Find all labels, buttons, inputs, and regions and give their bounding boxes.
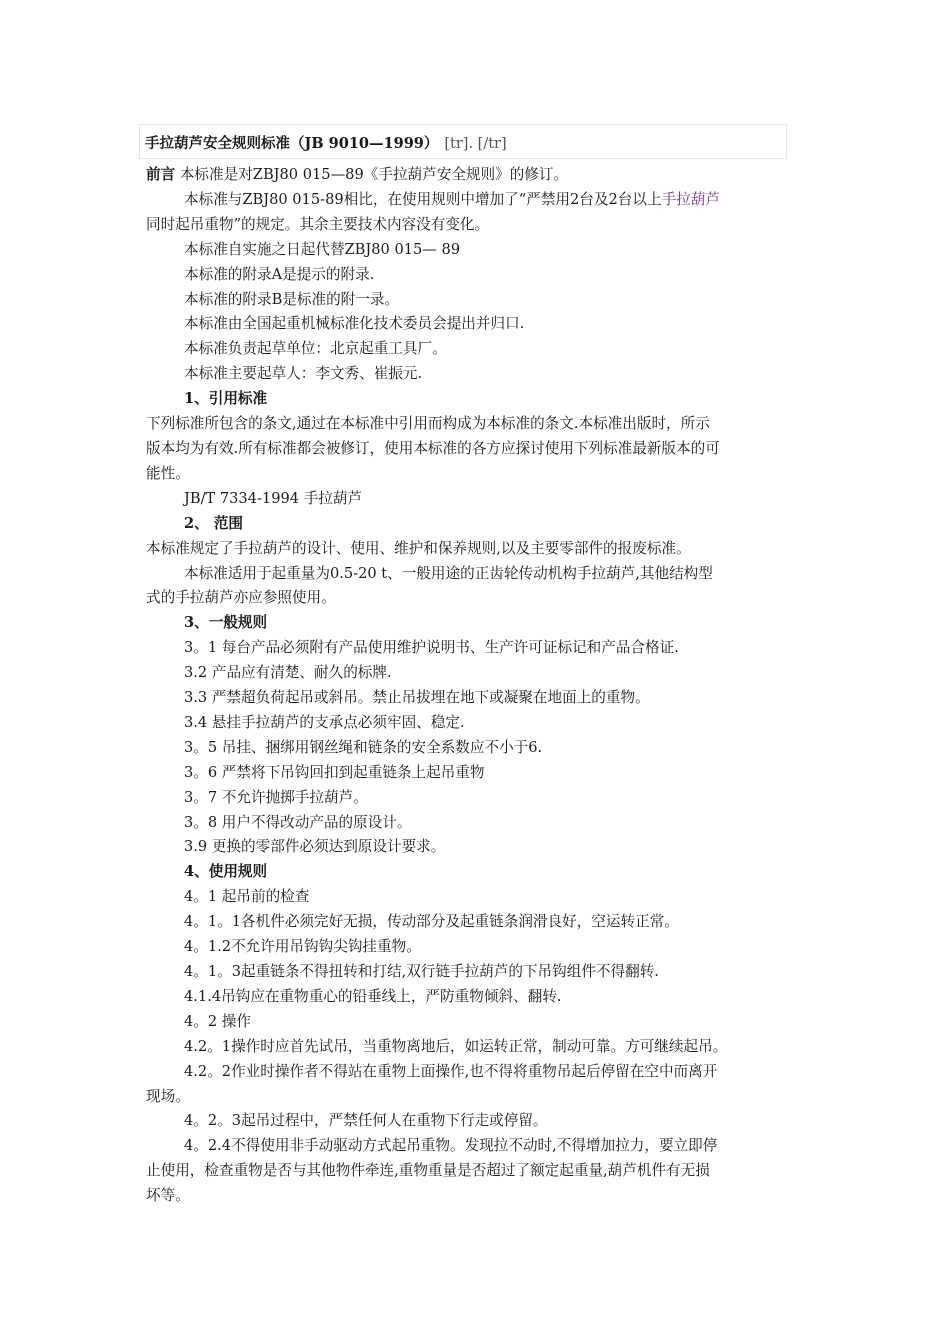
section-2-text: 本标准适用于起重量为0.5-20 t、一般用途的正齿轮传动机构手拉葫芦,其他结构型	[184, 564, 713, 582]
title-main: 手拉葫芦安全规则标准（JB 9010—1999）	[145, 135, 439, 152]
intro-paragraph: 本标准的附录A是提示的附录.	[184, 265, 375, 283]
intro-paragraph: 本标准负责起草单位：北京起重工具厂。	[184, 340, 447, 358]
section-heading-1: 1、引用标准	[184, 390, 268, 408]
rule-item: 4.1.4吊钩应在重物重心的铅垂线上，严防重物倾斜、翻转.	[184, 987, 562, 1005]
subsection-heading: 4。1 起吊前的检查	[184, 888, 310, 906]
section-2-text: 式的手拉葫芦亦应参照使用。	[146, 589, 336, 607]
rule-item-cont: 坏等。	[146, 1187, 190, 1205]
section-1-text: 下列标准所包含的条文,通过在本标准中引用而构成为本标准的条文.本标准出版时，所示	[146, 415, 710, 433]
rule-item: 4.2。1操作时应首先试吊，当重物离地后，如运转正常，制动可靠。方可继续起吊。	[184, 1037, 728, 1055]
section-heading-4: 4、使用规则	[184, 863, 268, 881]
intro-paragraph: 本标准主要起草人：李文秀、崔振元.	[184, 365, 423, 383]
section-1-text: 能性。	[146, 464, 190, 482]
rule-item-cont: 止使用，检查重物是否与其他物件牵连,重物重量是否超过了额定起重量,葫芦机件有无损	[146, 1162, 710, 1180]
section-1-text: 版本均为有效.所有标准都会被修订，使用本标准的各方应探讨使用下列标准最新版本的可	[146, 439, 720, 457]
rule-item: 3.3 严禁超负荷起吊或斜吊。禁止吊拔埋在地下或凝聚在地面上的重物。	[184, 689, 650, 707]
section-heading-3: 3、一般规则	[184, 614, 268, 632]
intro-line	[146, 163, 808, 188]
title-tag: [tr]. [/tr]	[444, 136, 507, 152]
rule-item: 4。1。1各机件必须完好无损，传动部分及起重链条润滑良好，空运转正常。	[184, 913, 679, 931]
document-title	[145, 132, 507, 153]
rule-item: 3。7 不允许抛掷手拉葫芦。	[184, 788, 368, 806]
intro-paragraph: 本标准的附录B是标准的附一录。	[184, 290, 400, 308]
section-heading-2: 2、 范围	[184, 514, 244, 532]
hand-hoist-link[interactable]: 手拉葫芦	[661, 190, 720, 208]
rule-item: 4。2。3起吊过程中，严禁任何人在重物下行走或停留。	[184, 1112, 548, 1130]
intro-p2-text: 本标准与ZBJ80 015-89相比，在使用规则中增加了“严禁用2台及2台以上	[184, 190, 662, 208]
rule-item: 3。1 每台产品必须附有产品使用维护说明书、生产许可证标记和产品合格证.	[184, 639, 679, 657]
rule-item: 3。8 用户不得改动产品的原设计。	[184, 813, 412, 831]
rule-item-cont: 现场。	[146, 1087, 190, 1105]
rule-item: 3.9 更换的零部件必须达到原设计要求。	[184, 838, 446, 856]
rule-item: 4。2.4不得使用非手动驱动方式起吊重物。发现拉不动时,不得增加拉力，要立即停	[184, 1137, 718, 1155]
rule-item: 4。1。3起重链条不得扭转和打结,双行链手拉葫芦的下吊钩组件不得翻转.	[184, 963, 659, 980]
intro-label: 前言	[146, 166, 176, 183]
rule-item: 4。1.2不允许用吊钩钩尖钩挂重物。	[184, 938, 421, 956]
rule-item: 3。5 吊挂、捆绑用钢丝绳和链条的安全系数应不小于6.	[184, 738, 543, 756]
title-box	[139, 124, 787, 159]
rule-item: 3.4 悬挂手拉葫芦的支承点必须牢固、稳定.	[184, 713, 465, 731]
intro-paragraph: 本标准自实施之日起代替ZBJ80 015— 89	[184, 240, 461, 258]
document-body	[146, 163, 808, 1209]
referenced-standard: JB/T 7334-1994 手拉葫芦	[184, 489, 363, 507]
rule-item: 3.2 产品应有清楚、耐久的标牌.	[184, 664, 392, 682]
intro-text: 本标准是对ZBJ80 015—89《手拉葫芦安全规则》的修订。	[175, 166, 569, 183]
section-2-text: 本标准规定了手拉葫芦的设计、使用、维护和保养规则,以及主要零部件的报废标准。	[146, 539, 691, 557]
subsection-heading: 4。2 操作	[184, 1012, 251, 1030]
rule-item: 4.2。2作业时操作者不得站在重物上面操作,也不得将重物吊起后停留在空中而离开	[184, 1062, 718, 1080]
intro-paragraph-cont: 同时起吊重物”的规定。其余主要技术内容没有变化。	[146, 215, 490, 233]
intro-paragraph	[146, 188, 808, 213]
rule-item: 3。6 严禁将下吊钩回扣到起重链条上起吊重物	[184, 763, 485, 781]
intro-paragraph: 本标准由全国起重机械标准化技术委员会提出并归口.	[184, 315, 525, 333]
